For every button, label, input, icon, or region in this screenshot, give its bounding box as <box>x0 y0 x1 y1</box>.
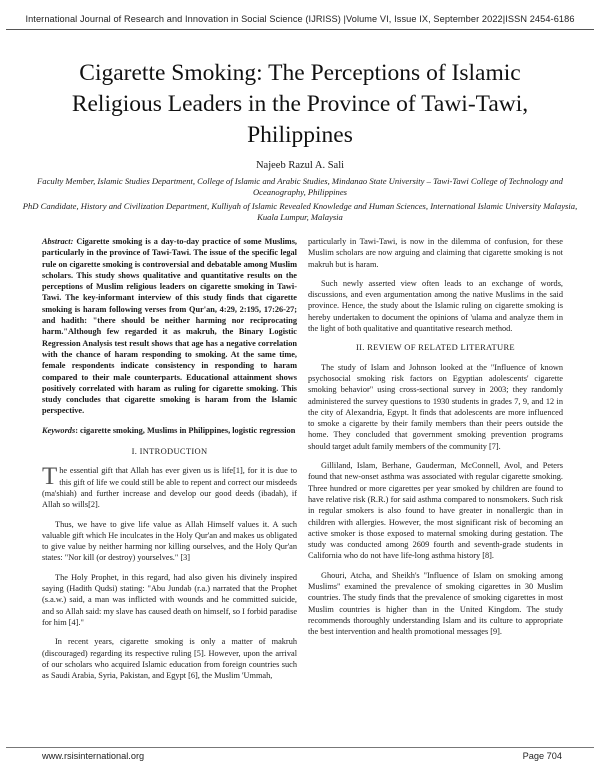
abstract-label: Abstract: <box>42 237 74 246</box>
intro-paragraph-1: The essential gift that Allah has ever given us is life[1], for it is due to this gift of life we could still be able to repent and correct our misdeeds (ma'shiah) and further increase and develop our good deeds (ibadah), if Allah so wills[2]. <box>42 463 297 510</box>
intro-paragraph-3: The Holy Prophet, in this regard, had also given his divinely inspired saying (Hadith Qudsi) stating: "Abu Jundab (r.a.) narrated that the Prophet (s.a.w.) said, a man was inflicted with wounds and he committed suicide, and so Allah said: my slave has caused death on himself, so I forbid paradise for him [4]." <box>42 572 297 627</box>
affiliation-1: Faculty Member, Islamic Studies Department, College of Islamic and Arabic Studies, Mindanao State University – Tawi-Tawi College of Technology and Oceanography, Philippines <box>37 176 563 198</box>
left-column <box>42 236 297 689</box>
section-heading-literature-review: II. REVIEW OF RELATED LITERATURE <box>356 342 515 353</box>
footer-page-number: Page 704 <box>522 751 562 761</box>
intro-paragraph-6: Such newly asserted view often leads to an exchange of words, discussions, and even argumentation among the native Muslims in the said province. Hence, the study about the Islamic ruling on cigarette smoking is hereby undertaken to document the opinions of 'ulama and analyze them in the light of both qualitative and quantitative research method. <box>308 278 563 334</box>
intro-paragraph-5: particularly in Tawi-Tawi, is now in the dilemma of confusion, for these Muslim scholars are now arguing and claiming that cigarette smoking is not makruh but is haram. <box>308 237 563 269</box>
author-name: Najeeb Razul A. Sali <box>255 160 345 171</box>
keywords-text: : cigarette smoking, Muslims in Philippines, logistic regression <box>75 425 296 435</box>
right-column <box>308 236 563 646</box>
intro-paragraph-2: Thus, we have to give life value as Allah Himself values it. A such valuable gift which He inculcates in the Holy Qur'an and makes us obligated to give value by neither harming nor killing ourselves, and the Holy Qur'an states: "Nor kill (or destroy) yourselves." [3] <box>42 519 297 563</box>
journal-header: International Journal of Research and Innovation in Social Science (IJRISS) |Volume VI, Issue IX, September 2022|ISSN 2454-6186 <box>25 14 575 24</box>
review-paragraph-2: Gilliland, Islam, Berhane, Gauderman, McConnell, Avol, and Peters found that new-onset asthma was associated with regular cigarette smoking. Three hundred or more cigarettes per year smoked by children are found to have relative risk (R.R.) for said asthma compared to nonsmokers. Such risk in regular smokers is also found to have greater in nonallergic than in children with allergies. However, the most significant risk of becoming an active smoker is those exposed to maternal smoking during gestation. The study was conducted among 2609 fourth and seventh-grade students in California who do not have life-long asthma history [8]. <box>308 461 563 561</box>
header-divider <box>6 29 594 30</box>
intro-paragraph-4: In recent years, cigarette smoking is only a matter of makruh (discouraged) regarding its respective ruling [5]. However, upon the arrival of our scholars who acquired Islamic education from foreign countries such as Saudi Arabia, Syria, Pakistan, and Egypt [6], the Muslim 'Ummah, <box>42 637 297 681</box>
paper-title: Cigarette Smoking: The Perceptions of Islamic Religious Leaders in the Province of Tawi-Tawi, Philippines <box>71 60 529 148</box>
abstract <box>42 236 297 417</box>
affiliation-2: PhD Candidate, History and Civilization Department, Kulliyah of Islamic Revealed Knowledge and Human Sciences, International Islamic University Malaysia, Kuala Lumpur, Malaysia <box>22 201 578 223</box>
keywords-label: Keywords <box>42 425 76 435</box>
abstract-text: Cigarette smoking is a day-to-day practice of some Muslims, particularly in the province of Tawi-Tawi. The issue of the specific legal rule on cigarette smoking is controversial and debatable among Muslim scholars. This study shows qualitative and quantitative results on the perceptions of Muslim religious leaders on cigarette smoking in Tawi-Tawi. The key-informant interview of this study finds that cigarette smoking is haram following verses from Qur'an, 4:29, 2:195, 17:26-27; and hadith: "there should be neither harming nor reciprocating harm."Although few regarded it as makruh, the Binary Logistic Regression Analysis test result shows that age has a negative correlation with the chance of haram responding to smoking. At the same time, female respondents indicate consistency in responding to haram compared to their male counterparts. Educational attainment shows positively correlated with haram as ruling for cigarette smoking. This study concludes that cigarette smoking is haram from the Islamic perspective. <box>42 237 297 416</box>
section-heading-introduction: I. INTRODUCTION <box>131 446 208 457</box>
keywords <box>42 425 297 436</box>
review-paragraph-3: Ghouri, Atcha, and Sheikh's "Influence of Islam on smoking among Muslims" examined the prevalence of smoking cigarettes in 30 Muslim countries. The study finds that the prevalence of smoking cigarettes in most Muslim countries is higher than in the United Kingdom. The study recommends thoroughly understanding Islam and its culture to appropriate the best intervention and health promotional messages [9]. <box>308 570 563 637</box>
review-paragraph-1: The study of Islam and Johnson looked at the "Influence of known psychosocial smoking risk factors on Egyptian adolescents' cigarette smoking behavior" using cross-sectional survey in 2003; they randomly administered the survey questions to 1930 students in grades 7, 9, and 12 in the city of Alexandria, Egypt. It finds that adolescents are more influenced to smoke a cigarette by their family members than their peers outside the home. They concluded that government smoking prevention programs should target adult family members of the community [7]. <box>308 362 563 451</box>
footer-website: www.rsisinternational.org <box>42 751 145 761</box>
footer-divider <box>6 747 594 748</box>
